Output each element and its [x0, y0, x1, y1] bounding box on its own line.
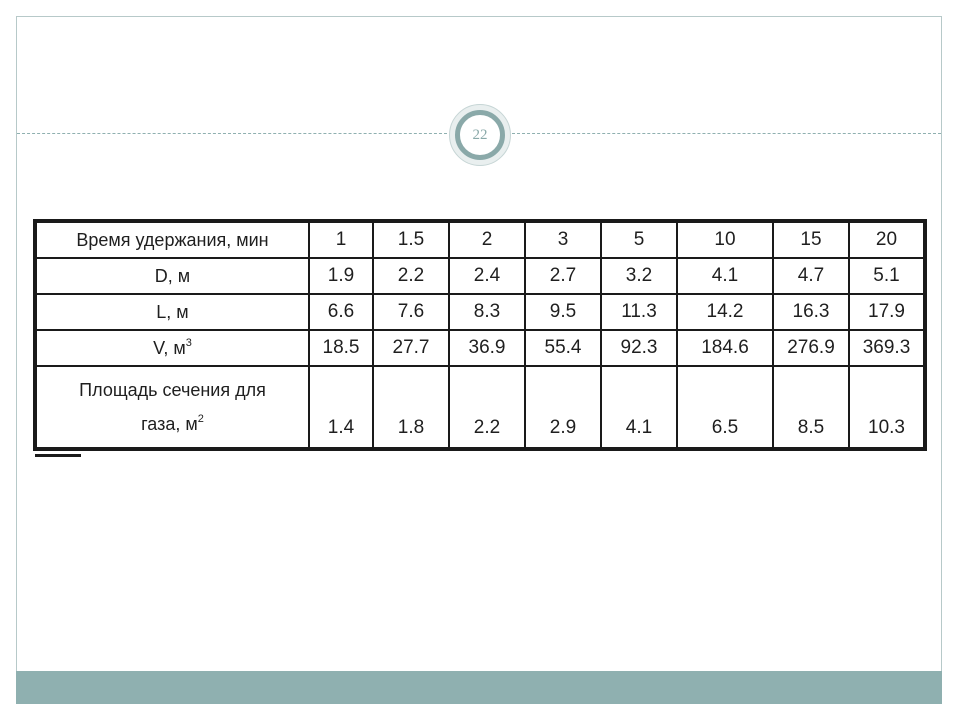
row-label-gas-area-line1: Площадь сечения для	[79, 380, 266, 400]
table-cell: 11.3	[601, 294, 677, 330]
table-cell: 4.7	[773, 258, 849, 294]
row-label-diameter: D, м	[35, 258, 309, 294]
table-cell: 8.3	[449, 294, 525, 330]
table-cell: 2.9	[525, 366, 601, 449]
row-label-length: L, м	[35, 294, 309, 330]
header-cell: 10	[677, 221, 773, 258]
header-cell: 3	[525, 221, 601, 258]
table-cell: 8.5	[773, 366, 849, 449]
header-cell: 2	[449, 221, 525, 258]
table-cell: 2.2	[373, 258, 449, 294]
table-row	[35, 258, 925, 294]
table-cell: 27.7	[373, 330, 449, 366]
table-cell: 7.6	[373, 294, 449, 330]
table-cell: 4.1	[601, 366, 677, 449]
table-cell: 1.9	[309, 258, 373, 294]
table-cell: 3.2	[601, 258, 677, 294]
table-cell: 18.5	[309, 330, 373, 366]
unit-exponent: 2	[197, 413, 204, 425]
table-cell: 17.9	[849, 294, 925, 330]
header-cell: 1.5	[373, 221, 449, 258]
row-label-gas-area-line2: газа, м	[141, 414, 198, 434]
header-divider-left	[17, 133, 447, 134]
table-cell: 36.9	[449, 330, 525, 366]
footer-bar	[16, 671, 942, 704]
table-row	[35, 366, 925, 449]
table-cell: 92.3	[601, 330, 677, 366]
table-cell: 6.5	[677, 366, 773, 449]
header-cell: 1	[309, 221, 373, 258]
table-cell: 2.7	[525, 258, 601, 294]
retention-time-table	[33, 219, 927, 451]
table-cell: 276.9	[773, 330, 849, 366]
table-cell: 10.3	[849, 366, 925, 449]
table-row-header	[35, 221, 925, 258]
table-cell: 9.5	[525, 294, 601, 330]
table-cell: 4.1	[677, 258, 773, 294]
header-cell: 5	[601, 221, 677, 258]
table-row	[35, 330, 925, 366]
header-cell: 15	[773, 221, 849, 258]
header-cell: 20	[849, 221, 925, 258]
slide-number: 22	[472, 126, 488, 143]
table-cell: 6.6	[309, 294, 373, 330]
table-cell: 369.3	[849, 330, 925, 366]
unit-exponent: 3	[185, 336, 192, 349]
table-cell: 55.4	[525, 330, 601, 366]
table-cell: 1.8	[373, 366, 449, 449]
row-label-gas-area	[35, 366, 309, 449]
table-row	[35, 294, 925, 330]
table-cell: 14.2	[677, 294, 773, 330]
table-cell: 2.4	[449, 258, 525, 294]
table-cell: 5.1	[849, 258, 925, 294]
table-cell: 1.4	[309, 366, 373, 449]
table-cell: 184.6	[677, 330, 773, 366]
header-divider-right	[512, 133, 941, 134]
table-underline-mark	[35, 454, 81, 457]
row-label-volume-text: V, м	[153, 337, 186, 358]
slide-number-badge	[455, 110, 505, 160]
row-label-volume	[35, 330, 309, 366]
table-cell: 16.3	[773, 294, 849, 330]
header-label-cell: Время удержания, мин	[35, 221, 309, 258]
table-cell: 2.2	[449, 366, 525, 449]
